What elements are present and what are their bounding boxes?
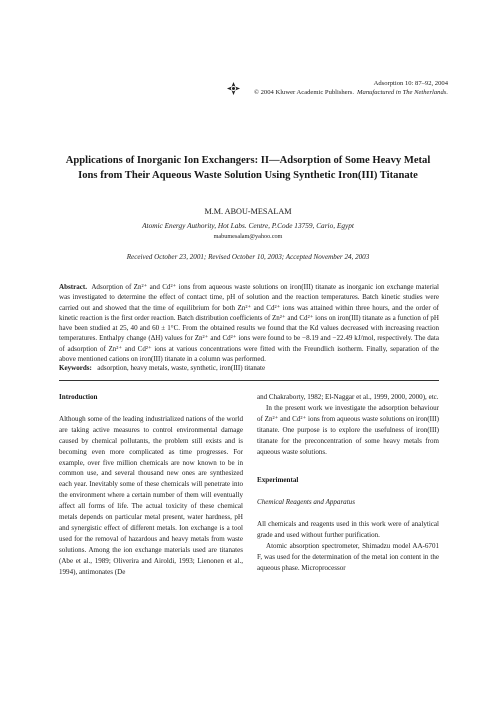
abstract-text: Adsorption of Zn²⁺ and Cd²⁺ ions from aqueous waste solutions on iron(III) titanate as inorganic ion exchange material was investigated to determine the effect of contact time, pH of solution and the reaction temperatures. Batch kinetic studies were carried out and showed that the time of equilibrium for both Zn²⁺ and Cd²⁺ ions was attained within three hours, and the order of kinetic reaction is the first order reaction. Batch distribution coefficients of Zn²⁺ and Cd²⁺ ions on iron(III) titanate as a function of pH have been studied at 25, 40 and 60 ± 1°C. From the obtained results we found that the Kd values decreased with increasing reaction temperatures. Enthalpy change (ΔH) values for Zn²⁺ and Cd²⁺ ions were found to be −8.19 and −22.49 kJ/mol, respectively. The data of adsorption of Zn²⁺ and Cd²⁺ ions at various concentrations were fitted with the Freundlich isotherm. Finally, separation of the above mentioned cations on iron(III) titanate in a column was performed.: [59, 283, 439, 364]
author-affiliation: Atomic Energy Authority, Hot Labs. Centre, P.Code 13759, Cario, Egypt: [142, 221, 354, 230]
right-column: [257, 392, 439, 574]
received-dates: Received October 23, 2001; Revised October 10, 2003; Accepted November 24, 2003: [126, 253, 370, 261]
manufactured-text: Manufactured in The Netherlands.: [357, 89, 448, 97]
divider: [59, 380, 439, 381]
experimental-heading: Experimental: [257, 476, 299, 485]
keywords: [59, 364, 439, 372]
introduction-heading: Introduction: [59, 393, 98, 401]
paper-title: Applications of Inorganic Ion Exchangers: II—Adsorption of Some Heavy Metal Ions from Their Aqueous Waste Solution Using Synthetic Iron(III) Titanate: [65, 155, 431, 182]
copyright-line: [208, 88, 448, 97]
chemical-reagents-heading: Chemical Reagents and Apparatus: [257, 498, 355, 507]
keywords-label: Keywords:: [59, 364, 92, 372]
journal-header: [208, 79, 448, 97]
author-email[interactable]: mabumesalam@yahoo.com: [213, 233, 283, 240]
apparatus-paragraph: Atomic absorption spectrometer, Shimadzu model AA-6701 F, was used for the determination of the metal ion content in the aqueous phase. Microprocessor: [257, 542, 439, 572]
journal-citation: Adsorption 10: 87–92, 2004: [373, 80, 448, 87]
copyright-text: © 2004 Kluwer Academic Publishers.: [253, 89, 355, 97]
author-name: M.M. ABOU-MESALAM: [204, 207, 292, 216]
abstract-label: Abstract.: [59, 283, 87, 291]
citation-continuation: and Chakraborty, 1982; El-Naggar et al., 1999, 2000, 2000), etc.: [257, 393, 439, 401]
reagents-paragraph: All chemicals and reagents used in this work were of analytical grade and used without further purification.: [257, 520, 439, 540]
left-column: [59, 392, 243, 578]
abstract: [59, 282, 439, 364]
present-work-paragraph: In the present work we investigate the adsorption behaviour of Zn²⁺ and Cd²⁺ ions from aqueous waste solutions on iron(III) titanate. One purpose is to explore the usefulness of iron(III) titanate for the preconcentration of some heavy metals from aqueous waste solutions.: [257, 403, 439, 456]
introduction-paragraph: Although some of the leading industrialized nations of the world are taking active measures to control environmental damage caused by chemical pollutants, the problem still exists and is becoming even more complicated as time progresses. For example, over five million chemicals are now known to be in common use, and several thousand new ones are synthesized each year. Inevitably some of these chemicals will penetrate into the environment where a certain number of them will eventually affect all forms of life. The actual toxicity of these chemical metals depends on particular metal present, water hardness, pH and synergistic effect of different metals. Ion exchange is a tool used for the removal of hazardous and heavy metals from waste solutions. Among the ion exchange materials used are titanates (Abe et al., 1989; Oliverira and Airoldi, 1993; Lienonen et al., 1994), antimonates (De: [59, 414, 243, 576]
publisher-logo-icon: [226, 81, 241, 96]
keywords-text: adsorption, heavy metals, waste, synthetic, iron(III) titanate: [97, 364, 266, 372]
